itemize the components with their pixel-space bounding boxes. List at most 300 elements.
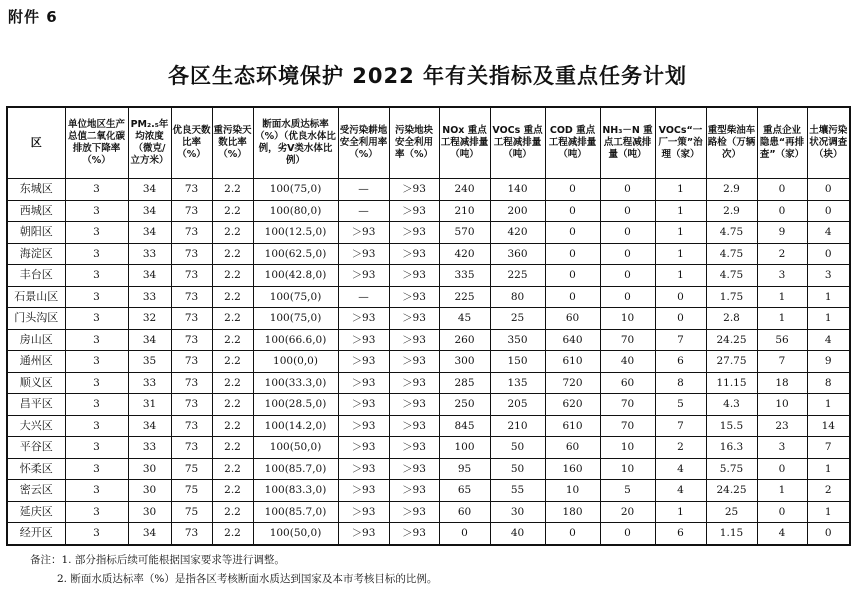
column-header-nox-reduction: NOx 重点工程减排量（吨） [439, 107, 490, 179]
table-cell: 73 [171, 351, 212, 373]
district-cell: 昌平区 [7, 394, 65, 416]
table-cell: 0 [600, 179, 655, 201]
table-cell: 620 [545, 394, 600, 416]
table-cell: 2.2 [212, 458, 253, 480]
table-cell: 300 [439, 351, 490, 373]
table-cell: 2.2 [212, 243, 253, 265]
table-cell: 32 [128, 308, 171, 330]
table-cell: 1.75 [706, 286, 757, 308]
table-cell: 3 [65, 222, 128, 244]
table-cell: 7 [655, 329, 706, 351]
district-cell: 通州区 [7, 351, 65, 373]
table-cell: ＞93 [389, 437, 439, 459]
table-cell: 0 [600, 523, 655, 545]
table-cell: 610 [545, 415, 600, 437]
table-cell: 3 [65, 286, 128, 308]
table-cell: 4 [655, 480, 706, 502]
table-row [7, 415, 850, 437]
table-cell: 0 [807, 200, 850, 222]
table-cell: 100(12.5,0) [253, 222, 338, 244]
table-cell: ＞93 [389, 480, 439, 502]
table-cell: 1 [807, 286, 850, 308]
table-cell: 73 [171, 243, 212, 265]
table-cell: 73 [171, 200, 212, 222]
table-cell: 24.25 [706, 480, 757, 502]
table-cell: 2.2 [212, 523, 253, 545]
table-cell: ＞93 [338, 329, 389, 351]
table-cell: 70 [600, 329, 655, 351]
table-cell: 31 [128, 394, 171, 416]
table-cell: 4 [757, 523, 807, 545]
table-row [7, 351, 850, 373]
table-cell: 80 [490, 286, 545, 308]
table-cell: ＞93 [389, 308, 439, 330]
table-cell: 15.5 [706, 415, 757, 437]
district-cell: 石景山区 [7, 286, 65, 308]
table-cell: ＞93 [389, 523, 439, 545]
table-cell: 3 [65, 501, 128, 523]
district-cell: 朝阳区 [7, 222, 65, 244]
district-cell: 西城区 [7, 200, 65, 222]
table-row [7, 372, 850, 394]
table-cell: 2.9 [706, 179, 757, 201]
table-cell: 1 [655, 179, 706, 201]
table-cell: 56 [757, 329, 807, 351]
table-cell: 73 [171, 265, 212, 287]
table-cell: ＞93 [389, 351, 439, 373]
table-cell: 2.2 [212, 437, 253, 459]
table-cell: 30 [128, 480, 171, 502]
table-cell: 0 [439, 523, 490, 545]
table-cell: 24.25 [706, 329, 757, 351]
district-cell: 顺义区 [7, 372, 65, 394]
table-cell: 0 [757, 200, 807, 222]
district-cell: 经开区 [7, 523, 65, 545]
table-cell: ＞93 [338, 394, 389, 416]
table-cell: ＞93 [338, 351, 389, 373]
district-cell: 海淀区 [7, 243, 65, 265]
table-cell: 10 [600, 308, 655, 330]
table-cell: 205 [490, 394, 545, 416]
table-cell: 720 [545, 372, 600, 394]
table-cell: 2.2 [212, 415, 253, 437]
table-cell: 1 [655, 243, 706, 265]
table-cell: 95 [439, 458, 490, 480]
district-cell: 延庆区 [7, 501, 65, 523]
table-row [7, 501, 850, 523]
table-cell: 100(62.5,0) [253, 243, 338, 265]
table-cell: 640 [545, 329, 600, 351]
table-cell: 140 [490, 179, 545, 201]
indicator-table [6, 106, 851, 546]
column-header-vocs-governance: VOCs“一厂一策”治理（家） [655, 107, 706, 179]
table-cell: 40 [490, 523, 545, 545]
table-cell: 2.2 [212, 351, 253, 373]
table-row [7, 329, 850, 351]
table-cell: ＞93 [338, 415, 389, 437]
table-cell: 160 [545, 458, 600, 480]
table-cell: 610 [545, 351, 600, 373]
table-cell: 23 [757, 415, 807, 437]
column-header-pm25: PM₂.₅年均浓度（微克/立方米） [128, 107, 171, 179]
table-cell: 1 [757, 480, 807, 502]
table-cell: 3 [65, 179, 128, 201]
table-cell: 55 [490, 480, 545, 502]
table-cell: 73 [171, 523, 212, 545]
table-cell: ＞93 [389, 415, 439, 437]
district-cell: 房山区 [7, 329, 65, 351]
table-cell: 0 [600, 200, 655, 222]
table-header-row [7, 107, 850, 179]
table-cell: 0 [545, 200, 600, 222]
table-cell: 73 [171, 437, 212, 459]
table-body [7, 179, 850, 545]
table-cell: 1 [757, 286, 807, 308]
table-cell: 0 [807, 523, 850, 545]
table-cell: 73 [171, 222, 212, 244]
table-cell: 73 [171, 372, 212, 394]
table-cell: 1 [807, 501, 850, 523]
district-cell: 东城区 [7, 179, 65, 201]
column-header-vocs-reduction: VOCs 重点工程减排量（吨） [490, 107, 545, 179]
table-cell: 6 [655, 351, 706, 373]
column-header-good-days: 优良天数比率（%） [171, 107, 212, 179]
table-cell: 0 [757, 179, 807, 201]
table-row [7, 480, 850, 502]
table-cell: 8 [655, 372, 706, 394]
table-cell: 10 [600, 437, 655, 459]
table-cell: ＞93 [389, 265, 439, 287]
table-cell: 2 [757, 243, 807, 265]
table-cell: ＞93 [338, 265, 389, 287]
table-cell: 73 [171, 308, 212, 330]
table-row [7, 265, 850, 287]
table-cell: 73 [171, 394, 212, 416]
table-cell: 0 [545, 179, 600, 201]
table-cell: 100(75,0) [253, 179, 338, 201]
table-cell: 225 [439, 286, 490, 308]
table-cell: 3 [65, 372, 128, 394]
table-cell: 70 [600, 394, 655, 416]
table-cell: 100(85.7,0) [253, 458, 338, 480]
table-cell: 0 [545, 523, 600, 545]
table-cell: 5 [600, 480, 655, 502]
table-cell: 3 [65, 415, 128, 437]
table-row [7, 243, 850, 265]
table-cell: 0 [600, 243, 655, 265]
table-cell: 0 [545, 222, 600, 244]
table-cell: 3 [65, 243, 128, 265]
table-cell: ＞93 [338, 458, 389, 480]
table-cell: 100(85.7,0) [253, 501, 338, 523]
table-cell: 2.8 [706, 308, 757, 330]
table-cell: ＞93 [338, 243, 389, 265]
table-cell: ＞93 [389, 243, 439, 265]
table-cell: ＞93 [338, 437, 389, 459]
table-cell: 100(33.3,0) [253, 372, 338, 394]
table-cell: 75 [171, 501, 212, 523]
table-cell: 210 [439, 200, 490, 222]
table-cell: 420 [439, 243, 490, 265]
table-cell: 3 [65, 308, 128, 330]
table-cell: 0 [545, 286, 600, 308]
table-cell: 3 [65, 351, 128, 373]
district-cell: 大兴区 [7, 415, 65, 437]
column-header-contaminated-land: 污染地块安全利用率（%） [389, 107, 439, 179]
notes [30, 551, 437, 589]
table-cell: 14 [807, 415, 850, 437]
table-row [7, 437, 850, 459]
table-cell: — [338, 200, 389, 222]
table-cell: 7 [757, 351, 807, 373]
table-cell: 1 [757, 308, 807, 330]
table-cell: 260 [439, 329, 490, 351]
table-cell: 3 [65, 480, 128, 502]
column-header-water-quality: 断面水质达标率（%）（优良水体比例，劣Ⅴ类水体比例） [253, 107, 338, 179]
table-cell: 73 [171, 179, 212, 201]
table-cell: 34 [128, 329, 171, 351]
table-cell: 3 [65, 394, 128, 416]
table-cell: 0 [600, 265, 655, 287]
table-cell: 33 [128, 243, 171, 265]
table-cell: 100(83.3,0) [253, 480, 338, 502]
table-cell: 18 [757, 372, 807, 394]
table-cell: 3 [65, 265, 128, 287]
table-cell: 20 [600, 501, 655, 523]
table-cell: 8 [807, 372, 850, 394]
table-row [7, 222, 850, 244]
table-cell: 4 [807, 329, 850, 351]
table-cell: 1 [655, 222, 706, 244]
table-cell: 9 [807, 351, 850, 373]
table-cell: 27.75 [706, 351, 757, 373]
table-cell: 4.75 [706, 265, 757, 287]
table-cell: — [338, 179, 389, 201]
table-cell: 1 [655, 265, 706, 287]
table-cell: 65 [439, 480, 490, 502]
table-cell: ＞93 [389, 458, 439, 480]
table-cell: 100(50,0) [253, 437, 338, 459]
table-cell: 33 [128, 372, 171, 394]
table-cell: 100(80,0) [253, 200, 338, 222]
table-row [7, 179, 850, 201]
table-cell: 2.2 [212, 372, 253, 394]
table-cell: 9 [757, 222, 807, 244]
table-cell: 0 [807, 243, 850, 265]
table-cell: 100(50,0) [253, 523, 338, 545]
table-cell: 2.2 [212, 394, 253, 416]
table-cell: 33 [128, 437, 171, 459]
table-cell: 240 [439, 179, 490, 201]
table-cell: 3 [807, 265, 850, 287]
table-cell: 34 [128, 200, 171, 222]
table-cell: 100(66.6,0) [253, 329, 338, 351]
table-cell: 5.75 [706, 458, 757, 480]
column-header-diesel-inspection: 重型柴油车路检（万辆次） [706, 107, 757, 179]
table-cell: 4 [655, 458, 706, 480]
table-cell: 4 [807, 222, 850, 244]
table-cell: 225 [490, 265, 545, 287]
table-cell: 0 [545, 265, 600, 287]
table-cell: 0 [600, 286, 655, 308]
table-cell: 2.2 [212, 308, 253, 330]
table-cell: 33 [128, 286, 171, 308]
district-cell: 丰台区 [7, 265, 65, 287]
table-cell: 0 [600, 222, 655, 244]
table-cell: 6 [655, 523, 706, 545]
table-cell: 34 [128, 415, 171, 437]
district-cell: 怀柔区 [7, 458, 65, 480]
table-cell: 210 [490, 415, 545, 437]
table-cell: 60 [545, 437, 600, 459]
table-cell: 10 [545, 480, 600, 502]
document-title: 各区生态环境保护 2022 年有关指标及重点任务计划 [167, 64, 688, 88]
table-cell: 4.75 [706, 222, 757, 244]
table-cell: 7 [807, 437, 850, 459]
table-cell: 1 [807, 394, 850, 416]
table-cell: 100(75,0) [253, 308, 338, 330]
table-cell: ＞93 [338, 523, 389, 545]
table-cell: 350 [490, 329, 545, 351]
table-cell: 5 [655, 394, 706, 416]
table-cell: 7 [655, 415, 706, 437]
table-row [7, 394, 850, 416]
table-cell: ＞93 [338, 372, 389, 394]
table-cell: 2.2 [212, 179, 253, 201]
table-cell: 0 [655, 308, 706, 330]
table-cell: 0 [807, 179, 850, 201]
table-cell: 3 [65, 437, 128, 459]
column-header-cod-reduction: COD 重点工程减排量（吨） [545, 107, 600, 179]
table-cell: 1.15 [706, 523, 757, 545]
table-cell: 335 [439, 265, 490, 287]
table-cell: 75 [171, 458, 212, 480]
table-cell: 45 [439, 308, 490, 330]
table-cell: 4.75 [706, 243, 757, 265]
table-cell: ＞93 [338, 222, 389, 244]
table-cell: 34 [128, 179, 171, 201]
table-cell: 10 [757, 394, 807, 416]
table-cell: 150 [490, 351, 545, 373]
table-cell: 3 [757, 265, 807, 287]
table-cell: 30 [128, 458, 171, 480]
table-cell: 73 [171, 286, 212, 308]
table-cell: 100(75,0) [253, 286, 338, 308]
table-cell: 75 [171, 480, 212, 502]
table-row [7, 286, 850, 308]
table-cell: 11.15 [706, 372, 757, 394]
table-row [7, 458, 850, 480]
table-cell: 3 [65, 523, 128, 545]
table-cell: 360 [490, 243, 545, 265]
table-row [7, 200, 850, 222]
table-cell: 3 [757, 437, 807, 459]
table-cell: ＞93 [338, 480, 389, 502]
table-cell: 250 [439, 394, 490, 416]
table-cell: 50 [490, 458, 545, 480]
table-cell: ＞93 [389, 222, 439, 244]
table-cell: 50 [490, 437, 545, 459]
table-cell: 70 [600, 415, 655, 437]
district-cell: 门头沟区 [7, 308, 65, 330]
table-cell: 2.2 [212, 200, 253, 222]
table-cell: 2.2 [212, 329, 253, 351]
table-cell: 2.9 [706, 200, 757, 222]
table-cell: ＞93 [389, 286, 439, 308]
table-cell: 0 [757, 458, 807, 480]
table-cell: 1 [655, 501, 706, 523]
table-cell: 1 [807, 308, 850, 330]
table-cell: 2.2 [212, 501, 253, 523]
table-cell: 100(28.5,0) [253, 394, 338, 416]
table-cell: 2.2 [212, 286, 253, 308]
table-cell: 2 [807, 480, 850, 502]
table-cell: 100(14.2,0) [253, 415, 338, 437]
column-header-district: 区 [7, 107, 65, 179]
table-cell: ＞93 [389, 329, 439, 351]
district-cell: 平谷区 [7, 437, 65, 459]
column-header-farmland-safety: 受污染耕地安全利用率（%） [338, 107, 389, 179]
column-header-heavy-pollution-days: 重污染天数比率（%） [212, 107, 253, 179]
district-cell: 密云区 [7, 480, 65, 502]
table-cell: 100 [439, 437, 490, 459]
table-cell: 30 [490, 501, 545, 523]
table-cell: 60 [439, 501, 490, 523]
table-cell: 34 [128, 265, 171, 287]
table-cell: 100(0,0) [253, 351, 338, 373]
table-cell: — [338, 286, 389, 308]
table-cell: 25 [706, 501, 757, 523]
table-cell: 420 [490, 222, 545, 244]
table-cell: 40 [600, 351, 655, 373]
table-cell: 0 [545, 243, 600, 265]
table-cell: 34 [128, 222, 171, 244]
table-cell: ＞93 [389, 200, 439, 222]
table-cell: 10 [600, 458, 655, 480]
table-cell: 845 [439, 415, 490, 437]
table-cell: 180 [545, 501, 600, 523]
table-cell: 285 [439, 372, 490, 394]
table-cell: 2 [655, 437, 706, 459]
table-cell: 100(42.8,0) [253, 265, 338, 287]
table-cell: 1 [655, 200, 706, 222]
table-cell: 25 [490, 308, 545, 330]
table-cell: 2.2 [212, 480, 253, 502]
table-cell: 4.3 [706, 394, 757, 416]
table-cell: 60 [600, 372, 655, 394]
table-row [7, 308, 850, 330]
table-cell: 34 [128, 523, 171, 545]
table-cell: 3 [65, 329, 128, 351]
table-cell: 200 [490, 200, 545, 222]
table-cell: ＞93 [389, 394, 439, 416]
column-header-nh3n-reduction: NH₃－N 重点工程减排量（吨） [600, 107, 655, 179]
column-header-hazard-recheck: 重点企业隐患“再排查”（家） [757, 107, 807, 179]
note-2: 2. 断面水质达标率（%）是指各区考核断面水质达到国家及本市考核目标的比例。 [57, 573, 438, 585]
table-cell: 3 [65, 200, 128, 222]
table-cell: ＞93 [389, 372, 439, 394]
table-cell: 60 [545, 308, 600, 330]
table-cell: 35 [128, 351, 171, 373]
table-cell: 30 [128, 501, 171, 523]
table-cell: 3 [65, 458, 128, 480]
table-row [7, 523, 850, 545]
column-header-co2-reduction: 单位地区生产总值二氧化碳排放下降率（%） [65, 107, 128, 179]
table-cell: 135 [490, 372, 545, 394]
table-cell: 0 [655, 286, 706, 308]
table-cell: ＞93 [338, 308, 389, 330]
table-cell: ＞93 [338, 501, 389, 523]
